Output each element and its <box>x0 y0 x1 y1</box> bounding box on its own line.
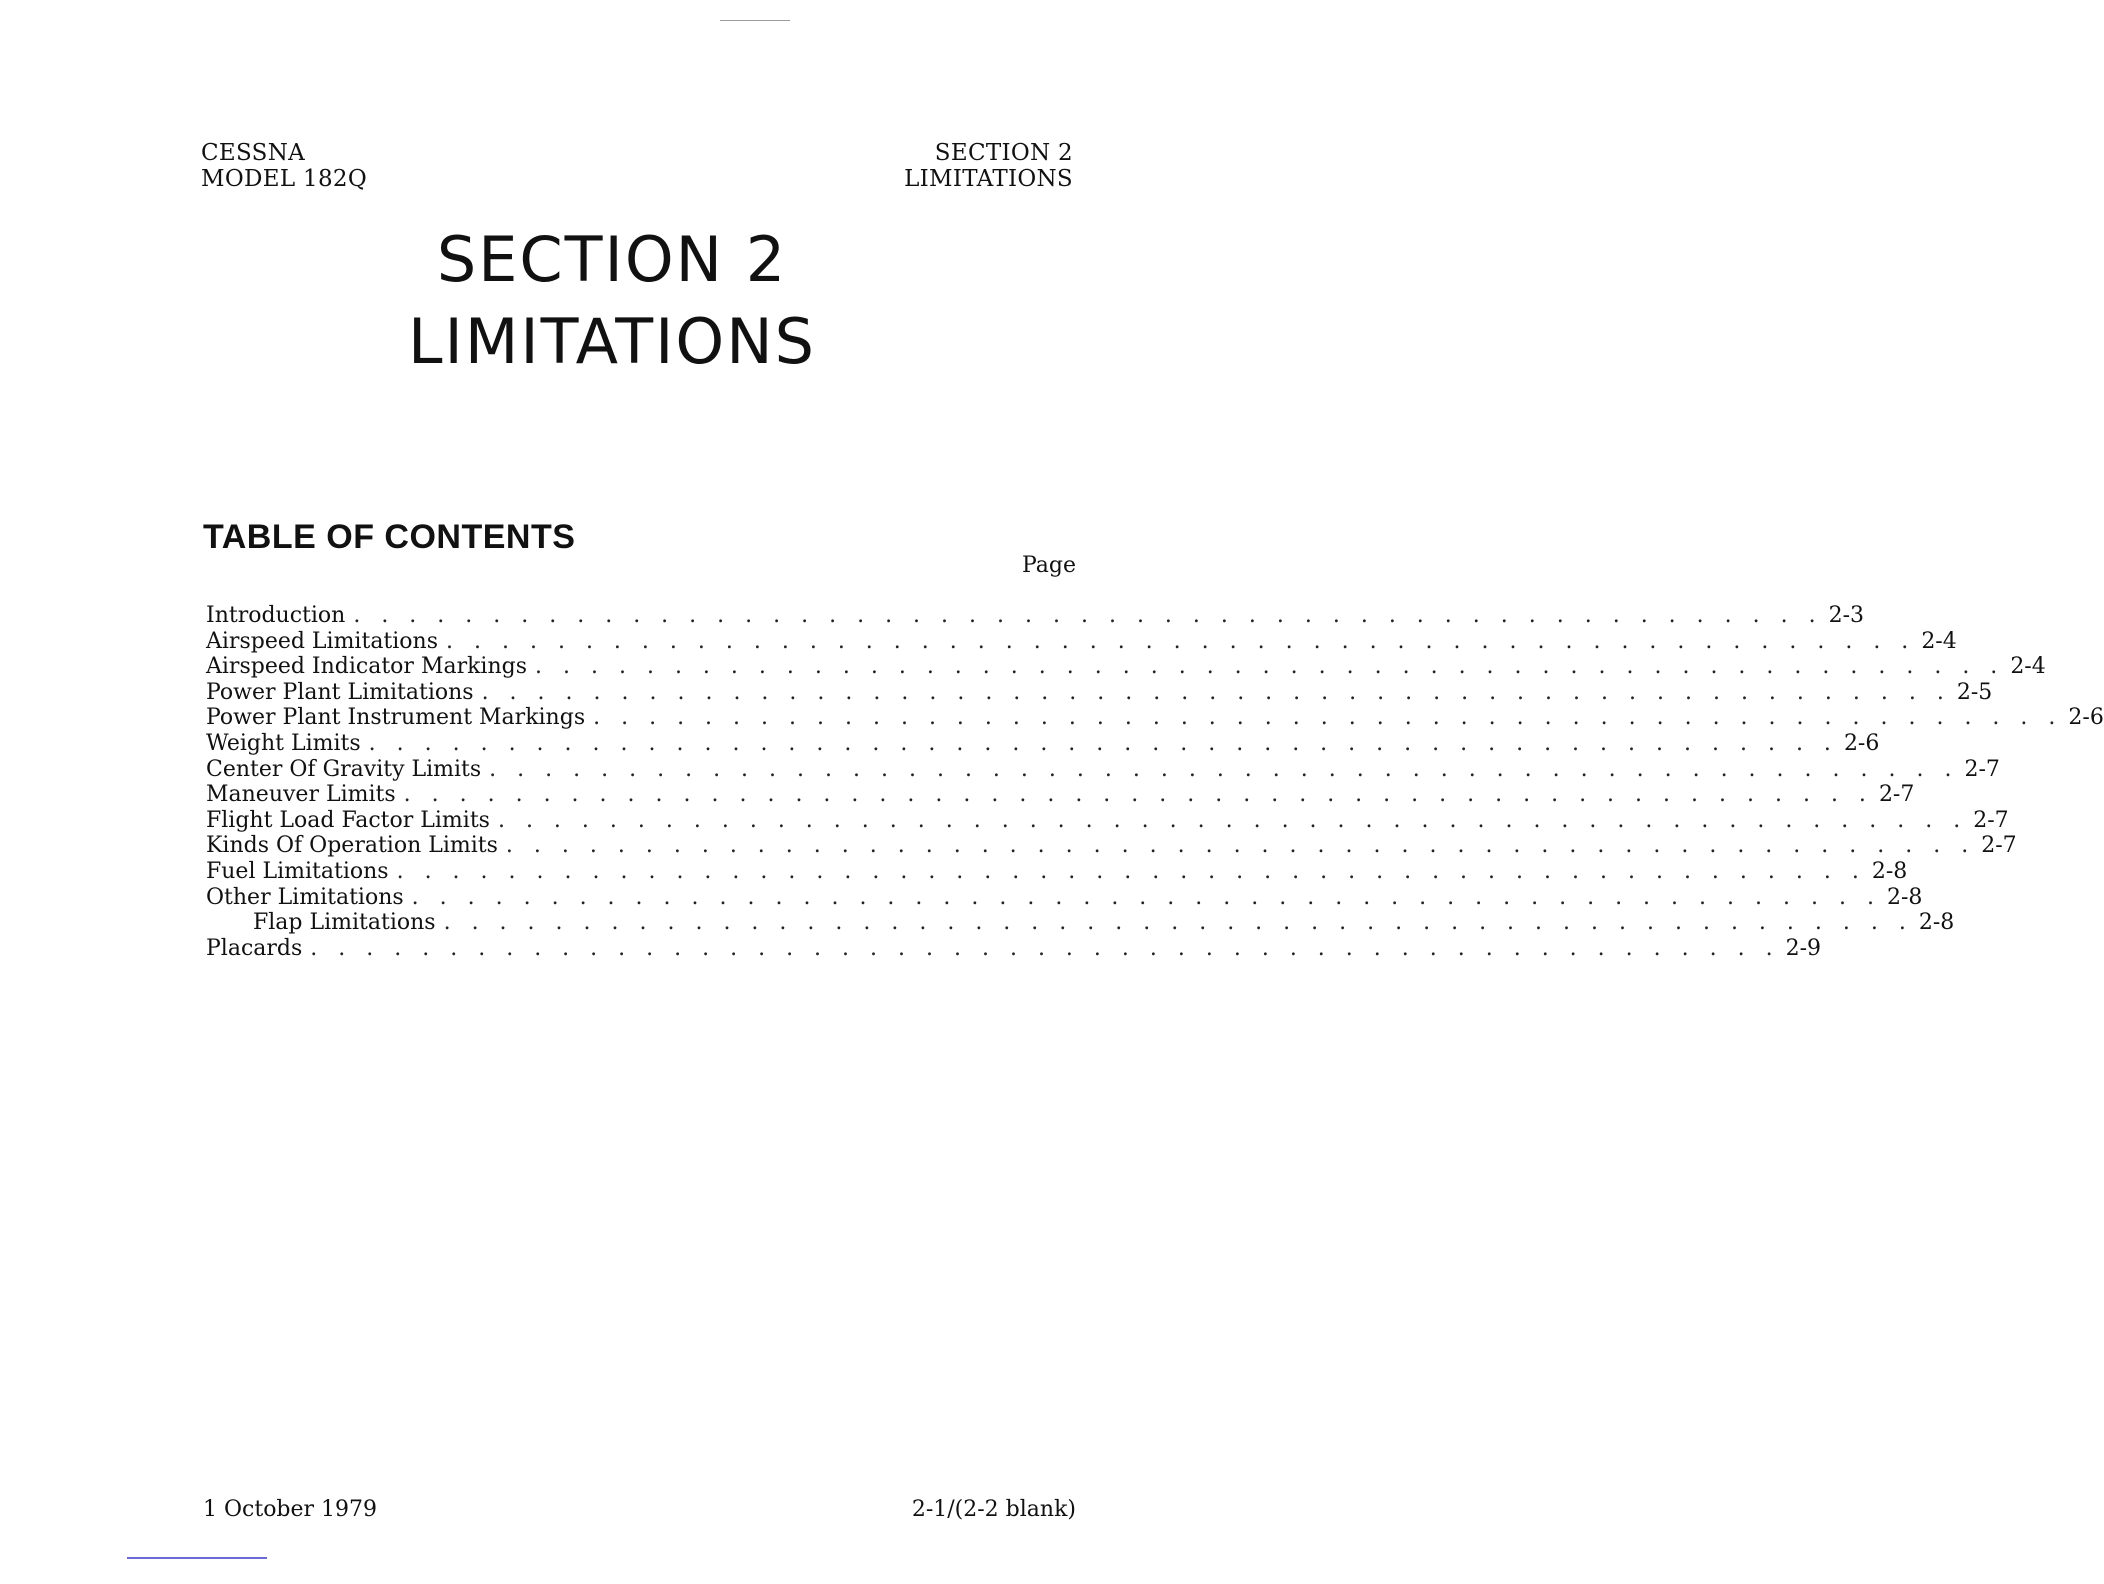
dot-leader: . . . . . . . . . . . . . . . . . . . . . . . . . . . . . . . . . . . . . . . . . . . . . . . . . . . . . <box>535 654 2005 680</box>
toc-entry <box>206 628 1957 655</box>
toc-entry-title: Power Plant Instrument Markings <box>206 705 586 731</box>
dot-leader: . . . . . . . . . . . . . . . . . . . . . . . . . . . . . . . . . . . . . . . . . . . . . . . . . . . . . <box>593 705 2063 731</box>
toc-entry-title: Weight Limits <box>206 730 361 756</box>
toc-entry-page: 2-7 <box>1964 756 2000 782</box>
toc-entry-title: Center Of Gravity Limits <box>206 756 482 782</box>
toc-heading: TABLE OF CONTENTS <box>203 518 576 556</box>
dot-leader: . . . . . . . . . . . . . . . . . . . . . . . . . . . . . . . . . . . . . . . . . . . . . . . . . . . . . <box>310 935 1780 961</box>
running-header-left <box>201 140 367 192</box>
toc-entry-title: Flight Load Factor Limits <box>206 807 490 833</box>
dot-leader: . . . . . . . . . . . . . . . . . . . . . . . . . . . . . . . . . . . . . . . . . . . . . . . . . . . . . <box>446 628 1916 654</box>
toc-entry <box>206 782 1915 808</box>
toc-page-column-label: Page <box>1021 553 1076 578</box>
toc-entry-title: Other Limitations <box>206 884 404 910</box>
toc-entry <box>206 730 1880 757</box>
toc-entry-title: Flap Limitations <box>253 910 436 936</box>
toc-entry-page: 2-8 <box>1886 884 1923 910</box>
toc-entry-title: Airspeed Indicator Markings <box>206 654 528 680</box>
dot-leader: . . . . . . . . . . . . . . . . . . . . . . . . . . . . . . . . . . . . . . . . . . . . . . . . . . . . . <box>443 910 1913 936</box>
dot-leader: . . . . . . . . . . . . . . . . . . . . . . . . . . . . . . . . . . . . . . . . . . . . . . . . . . . . . <box>368 730 1838 756</box>
footer-date: 1 October 1979 <box>203 1497 378 1522</box>
running-header-right <box>904 140 1073 192</box>
toc-entry <box>206 858 1908 885</box>
toc-entry-page: 2-5 <box>1956 679 1993 705</box>
toc-entry-page: 2-4 <box>2010 654 2046 680</box>
toc-entry-title: Maneuver Limits <box>206 782 396 808</box>
toc-entry-title: Introduction <box>206 603 346 628</box>
dot-leader: . . . . . . . . . . . . . . . . . . . . . . . . . . . . . . . . . . . . . . . . . . . . . . . . . . . . . <box>497 807 1968 833</box>
toc-entry-page: 2-7 <box>1973 807 2009 833</box>
toc-entry-title: Kinds Of Operation Limits <box>206 833 498 859</box>
toc-entry <box>206 756 2000 783</box>
toc-entry-title: Airspeed Limitations <box>206 628 439 654</box>
toc-entry-page: 2-6 <box>1843 730 1880 756</box>
dot-leader: . . . . . . . . . . . . . . . . . . . . . . . . . . . . . . . . . . . . . . . . . . . . . . . . . . . . . <box>481 679 1951 705</box>
scan-artifact <box>720 20 790 21</box>
toc-entry <box>206 884 1923 911</box>
header-model: MODEL 182Q <box>201 166 367 192</box>
toc-entry <box>206 807 2009 834</box>
toc-entry <box>206 833 2017 859</box>
header-section-name: LIMITATIONS <box>904 166 1073 192</box>
toc-subentry <box>206 910 1955 936</box>
dot-leader: . . . . . . . . . . . . . . . . . . . . . . . . . . . . . . . . . . . . . . . . . . . . . . . . . . . . . <box>505 833 1976 859</box>
dot-leader: . . . . . . . . . . . . . . . . . . . . . . . . . . . . . . . . . . . . . . . . . . . . . . . . . . . . . <box>396 858 1866 884</box>
section-subtitle: LIMITATIONS <box>408 305 816 378</box>
toc-entry <box>206 705 2104 731</box>
toc-entry <box>206 935 1822 962</box>
toc-entry-page: 2-3 <box>1828 603 1865 628</box>
section-title: SECTION 2 <box>436 223 788 296</box>
footer-page-number: 2-1/(2-2 blank) <box>911 1497 1076 1522</box>
dot-leader: . . . . . . . . . . . . . . . . . . . . . . . . . . . . . . . . . . . . . . . . . . . . . . . . . . . . . <box>411 884 1881 910</box>
toc-entry <box>206 679 1993 706</box>
dot-leader: . . . . . . . . . . . . . . . . . . . . . . . . . . . . . . . . . . . . . . . . . . . . . . . . . . . . . <box>353 603 1823 628</box>
toc-entry-page: 2-4 <box>1921 628 1957 654</box>
toc-entry-page: 2-7 <box>1981 833 2017 859</box>
toc-entry-title: Power Plant Limitations <box>206 679 474 705</box>
toc-entry-page: 2-9 <box>1785 935 1822 961</box>
header-section-number: SECTION 2 <box>934 140 1073 166</box>
toc-entry-title: Fuel Limitations <box>206 858 389 884</box>
toc-entry-page: 2-8 <box>1871 858 1908 884</box>
dot-leader: . . . . . . . . . . . . . . . . . . . . . . . . . . . . . . . . . . . . . . . . . . . . . . . . . . . . . <box>489 756 1959 782</box>
header-manufacturer: CESSNA <box>201 140 306 166</box>
toc-entry-page: 2-8 <box>1918 910 1955 936</box>
dot-leader: . . . . . . . . . . . . . . . . . . . . . . . . . . . . . . . . . . . . . . . . . . . . . . . . . . . . . <box>403 782 1873 808</box>
toc-entry-title: Placards <box>206 935 303 961</box>
toc-entry <box>206 654 2046 680</box>
scan-edge-line <box>127 1557 267 1559</box>
toc-entry <box>206 603 1865 629</box>
toc-entry-page: 2-6 <box>2068 705 2104 731</box>
toc-entry-page: 2-7 <box>1878 782 1915 808</box>
table-of-contents <box>206 603 2104 961</box>
